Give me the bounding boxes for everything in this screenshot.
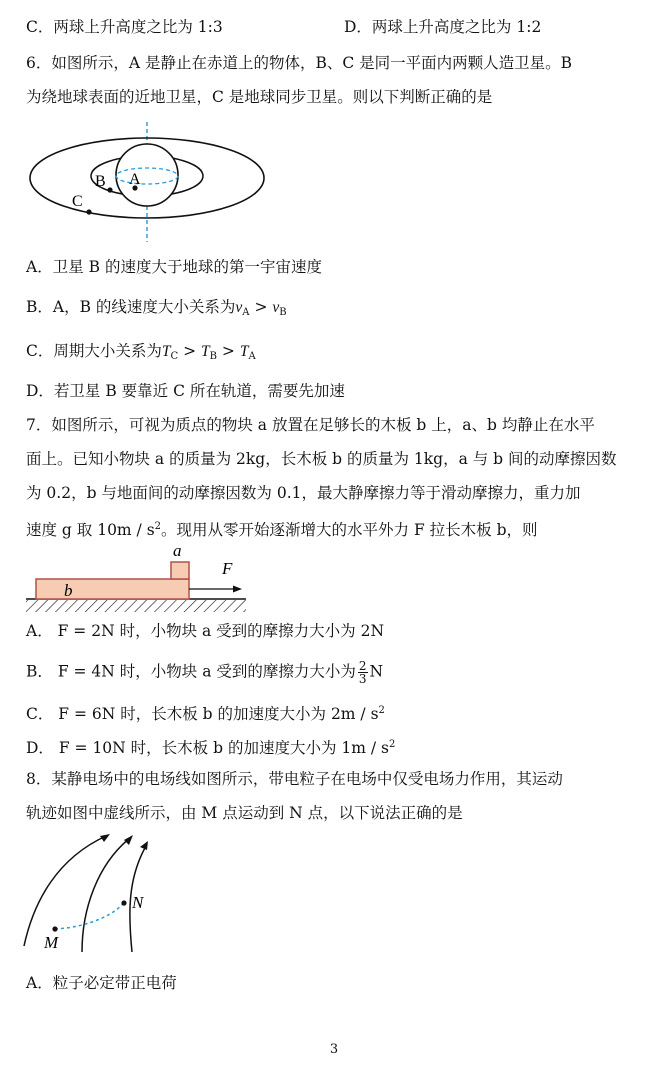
field-arrow-1 (100, 834, 110, 842)
field-arrow-2 (124, 835, 133, 845)
q7-stem-line1: 7．如图所示，可视为质点的物块 a 放置在足够长的木板 b 上，a、b 均静止在水平 (26, 416, 595, 434)
point-b (107, 187, 112, 192)
point-n (121, 900, 126, 905)
force-arrowhead (233, 586, 242, 593)
ground-hatch (26, 600, 246, 612)
board-b (36, 579, 189, 599)
q7-option-a: A． F = 2N 时，小物块 a 受到的摩擦力大小为 2N (26, 622, 385, 640)
q6-option-b: B．A，B 的线速度大小关系为$v_A > v_B$ (26, 298, 287, 318)
point-c (86, 209, 91, 214)
label-m: M (44, 933, 59, 952)
trajectory (55, 903, 124, 929)
label-b: b (64, 581, 73, 600)
q8-stem-line2: 轨迹如图中虚线所示，由 M 点运动到 N 点，以下说法正确的是 (26, 804, 463, 822)
q7-option-b: B． F = 4N 时，小物块 a 受到的摩擦力大小为 $\frac{2}{3}$ N (26, 659, 384, 686)
q7-stem-line2: 面上。已知小物块 a 的质量为 2kg，长木板 b 的质量为 1kg，a 与 b 间的动摩擦因数 (26, 450, 617, 468)
page-number: 3 (329, 1042, 339, 1057)
q7-stem-line3: 为 0.2，b 与地面间的动摩擦因数为 0.1，最大静摩擦力等于滑动摩擦力，重力加 (26, 484, 581, 502)
q6-option-a: A．卫星 B 的速度大于地球的第一宇宙速度 (26, 258, 322, 276)
q5-option-c: C．两球上升高度之比为 1:3 (26, 18, 223, 36)
label-a: a (173, 542, 182, 560)
field-arrow-3 (140, 841, 148, 850)
q7-option-c: C． F = 6N 时，长木板 b 的加速度大小为 $2m / s^2$ (26, 705, 385, 723)
q7-block-figure (26, 542, 248, 616)
q8-stem-line1: 8．某静电场中的电场线如图所示，带电粒子在电场中仅受电场力作用，其运动 (26, 770, 563, 788)
label-c: C (72, 193, 83, 210)
q8-field-figure (18, 828, 168, 958)
label-f: F (222, 559, 233, 578)
q6-option-d: D．若卫星 B 要靠近 C 所在轨道，需要先加速 (26, 382, 345, 400)
q6-orbit-figure (26, 118, 272, 246)
field-line-2 (82, 838, 130, 952)
q7-option-d: D． F = 10N 时，长木板 b 的加速度大小为 $1m / s^2$ (26, 739, 396, 757)
block-a (171, 562, 189, 579)
label-a: A (129, 171, 141, 188)
q8-option-a: A．粒子必定带正电荷 (26, 974, 177, 992)
label-n: N (132, 893, 144, 912)
q6-stem-line1: 6．如图所示，A 是静止在赤道上的物体，B、C 是同一平面内两颗人造卫星。B (26, 54, 573, 72)
q7-stem-line4: 速度 g 取 $10m / s^2$。现用从零开始逐渐增大的水平外力 F 拉长木板 b，则 (26, 521, 538, 539)
point-m (52, 926, 57, 931)
q6-stem-line2: 为绕地球表面的近地卫星，C 是地球同步卫星。则以下判断正确的是 (26, 88, 493, 106)
q6-option-c: C．周期大小关系为$T_C > T_B > T_A$ (26, 342, 256, 362)
earth (116, 144, 178, 206)
label-b: B (95, 173, 106, 190)
fraction-two-thirds: $\frac{2}{3}$ (358, 659, 367, 686)
q5-option-d: D．两球上升高度之比为 1:2 (344, 18, 542, 36)
